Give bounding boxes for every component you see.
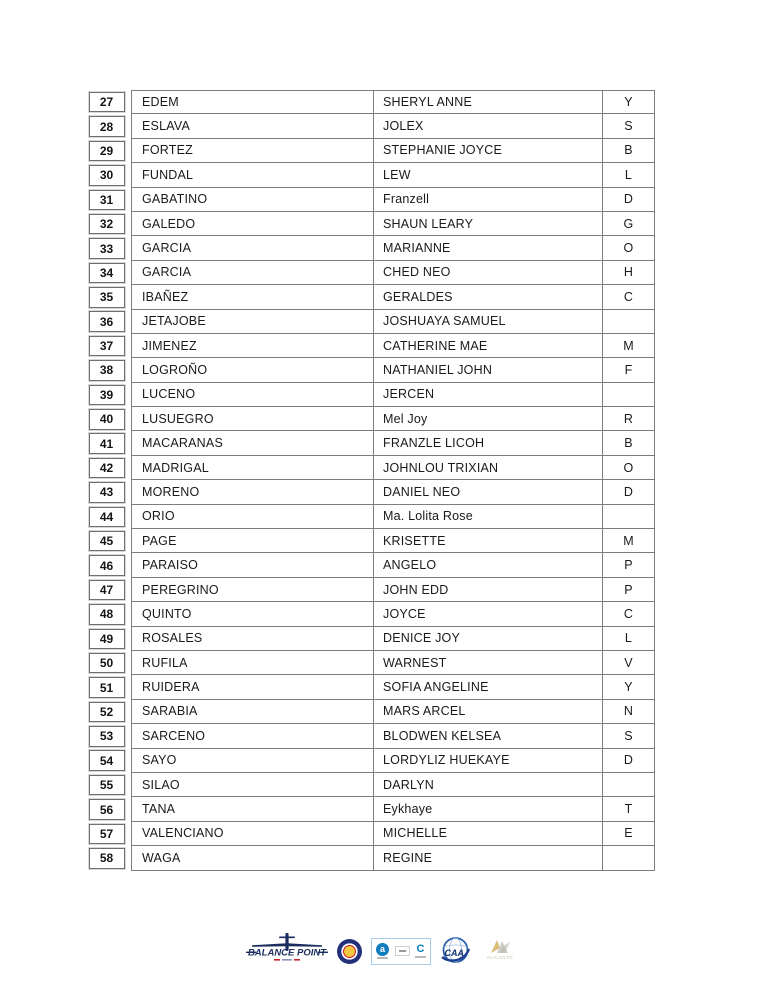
row-number-slot (88, 163, 125, 187)
first-name-cell: JOHNLOU TRIXIAN (374, 456, 603, 480)
table-row (88, 310, 655, 334)
row-number: 35 (89, 287, 125, 308)
first-name-cell: MARIANNE (374, 236, 603, 260)
row-number: 28 (89, 116, 125, 137)
table-row (88, 163, 655, 187)
middle-initial-cell: O (603, 236, 655, 260)
last-name-cell: VALENCIANO (131, 822, 374, 846)
footer-logos (246, 929, 520, 973)
first-name-cell: Mel Joy (374, 407, 603, 431)
row-number-slot (88, 431, 125, 455)
first-name-cell: DENICE JOY (374, 627, 603, 651)
middle-initial-cell: B (603, 431, 655, 455)
last-name-cell: GABATINO (131, 188, 374, 212)
last-name-cell: SARCENO (131, 724, 374, 748)
cert-right-mark-icon: C (416, 943, 425, 955)
row-number-slot (88, 822, 125, 846)
row-number-slot (88, 846, 125, 870)
middle-initial-cell: M (603, 529, 655, 553)
table-row (88, 383, 655, 407)
table-row (88, 456, 655, 480)
row-number: 56 (89, 799, 125, 820)
last-name-cell: PAGE (131, 529, 374, 553)
last-name-cell: EDEM (131, 90, 374, 114)
table-row (88, 334, 655, 358)
first-name-cell: STEPHANIE JOYCE (374, 139, 603, 163)
first-name-cell: JOYCE (374, 602, 603, 626)
first-name-cell: Eykhaye (374, 797, 603, 821)
first-name-cell: SHAUN LEARY (374, 212, 603, 236)
row-number-slot (88, 749, 125, 773)
row-number: 37 (89, 336, 125, 357)
table-row (88, 553, 655, 577)
last-name-cell: GARCIA (131, 236, 374, 260)
row-number: 43 (89, 482, 125, 503)
middle-initial-cell: Y (603, 675, 655, 699)
row-number: 42 (89, 458, 125, 479)
last-name-cell: QUINTO (131, 602, 374, 626)
table-row (88, 651, 655, 675)
cert-right-caption (415, 956, 426, 958)
row-number: 34 (89, 263, 125, 284)
row-number-slot (88, 358, 125, 382)
table-row (88, 675, 655, 699)
row-number-slot (88, 407, 125, 431)
last-name-cell: MADRIGAL (131, 456, 374, 480)
table-row (88, 285, 655, 309)
middle-initial-cell: B (603, 139, 655, 163)
last-name-cell: JIMENEZ (131, 334, 374, 358)
row-number-slot (88, 773, 125, 797)
row-number: 38 (89, 360, 125, 381)
cert-middle-box-icon (395, 946, 410, 956)
middle-initial-cell: L (603, 163, 655, 187)
table-row (88, 114, 655, 138)
row-number-slot (88, 188, 125, 212)
row-number: 49 (89, 629, 125, 650)
last-name-cell: MORENO (131, 480, 374, 504)
first-name-cell: ANGELO (374, 553, 603, 577)
last-name-cell: TANA (131, 797, 374, 821)
last-name-cell: ORIO (131, 505, 374, 529)
table-row (88, 773, 655, 797)
row-number-slot (88, 529, 125, 553)
middle-initial-cell: E (603, 822, 655, 846)
first-name-cell: CATHERINE MAE (374, 334, 603, 358)
row-number-slot (88, 700, 125, 724)
row-number: 32 (89, 214, 125, 235)
first-name-cell: KRISETTE (374, 529, 603, 553)
middle-initial-cell: G (603, 212, 655, 236)
table-row (88, 724, 655, 748)
last-name-cell: GALEDO (131, 212, 374, 236)
row-number: 55 (89, 775, 125, 796)
first-name-cell: JERCEN (374, 383, 603, 407)
table-row (88, 529, 655, 553)
row-number: 33 (89, 238, 125, 259)
middle-initial-cell (603, 505, 655, 529)
middle-initial-cell: H (603, 261, 655, 285)
row-number: 50 (89, 653, 125, 674)
caa-label: CAA (444, 947, 464, 958)
first-name-cell: JOHN EDD (374, 578, 603, 602)
first-name-cell: LORDYLIZ HUEKAYE (374, 749, 603, 773)
row-number: 52 (89, 702, 125, 723)
balance-point-label: BALANCE POINT (247, 947, 327, 959)
table-row (88, 700, 655, 724)
row-number-slot (88, 675, 125, 699)
first-name-cell: SHERYL ANNE (374, 90, 603, 114)
row-number-slot (88, 383, 125, 407)
row-number: 41 (89, 433, 125, 454)
first-name-cell: REGINE (374, 846, 603, 870)
row-number: 45 (89, 531, 125, 552)
middle-initial-cell: C (603, 602, 655, 626)
table-row (88, 212, 655, 236)
row-number-slot (88, 578, 125, 602)
row-number: 30 (89, 165, 125, 186)
middle-initial-cell: S (603, 724, 655, 748)
first-name-cell: Franzell (374, 188, 603, 212)
table-row (88, 90, 655, 114)
last-name-cell: LUSUEGRO (131, 407, 374, 431)
row-number: 47 (89, 580, 125, 601)
last-name-cell: IBAÑEZ (131, 285, 374, 309)
row-number-slot (88, 724, 125, 748)
row-number: 39 (89, 385, 125, 406)
roster-table (88, 90, 655, 871)
last-name-cell: FORTEZ (131, 139, 374, 163)
row-number-slot (88, 114, 125, 138)
table-row (88, 846, 655, 870)
last-name-cell: JETAJOBE (131, 310, 374, 334)
first-name-cell: Ma. Lolita Rose (374, 505, 603, 529)
row-number-slot (88, 285, 125, 309)
table-row (88, 261, 655, 285)
last-name-cell: ROSALES (131, 627, 374, 651)
row-number-slot (88, 310, 125, 334)
row-number: 29 (89, 141, 125, 162)
first-name-cell: BLODWEN KELSEA (374, 724, 603, 748)
middle-initial-cell: D (603, 480, 655, 504)
middle-initial-cell (603, 310, 655, 334)
row-number-slot (88, 261, 125, 285)
table-row (88, 358, 655, 382)
row-number-slot (88, 212, 125, 236)
middle-initial-cell: T (603, 797, 655, 821)
row-number: 31 (89, 190, 125, 211)
row-number: 27 (89, 92, 125, 113)
last-name-cell: LUCENO (131, 383, 374, 407)
row-number-slot (88, 236, 125, 260)
middle-initial-cell (603, 383, 655, 407)
last-name-cell: LOGROÑO (131, 358, 374, 382)
cert-left-caption (377, 957, 388, 959)
middle-initial-cell: O (603, 456, 655, 480)
first-name-cell: JOSHUAYA SAMUEL (374, 310, 603, 334)
middle-initial-cell (603, 846, 655, 870)
row-number-slot (88, 480, 125, 504)
row-number-slot (88, 627, 125, 651)
table-row (88, 749, 655, 773)
middle-initial-cell: F (603, 358, 655, 382)
middle-initial-cell: L (603, 627, 655, 651)
first-name-cell: MARS ARCEL (374, 700, 603, 724)
row-number-slot (88, 334, 125, 358)
middle-initial-cell: R (603, 407, 655, 431)
government-seal-icon (337, 939, 362, 964)
first-name-cell: WARNEST (374, 651, 603, 675)
last-name-cell: SAYO (131, 749, 374, 773)
table-row (88, 188, 655, 212)
row-number: 58 (89, 848, 125, 869)
middle-initial-cell: S (603, 114, 655, 138)
table-row (88, 627, 655, 651)
first-name-cell: FRANZLE LICOH (374, 431, 603, 455)
row-number: 40 (89, 409, 125, 430)
table-row (88, 578, 655, 602)
row-number: 57 (89, 824, 125, 845)
last-name-cell: RUIDERA (131, 675, 374, 699)
cert-left-mark-icon: a (376, 943, 389, 956)
alicanto-label: ALICANTO (486, 955, 514, 960)
middle-initial-cell: D (603, 749, 655, 773)
first-name-cell: SOFIA ANGELINE (374, 675, 603, 699)
row-number-slot (88, 505, 125, 529)
middle-initial-cell: P (603, 553, 655, 577)
balance-point-logo-icon (246, 930, 328, 972)
caa-globe-logo-icon (440, 936, 471, 967)
last-name-cell: SARABIA (131, 700, 374, 724)
first-name-cell: CHED NEO (374, 261, 603, 285)
middle-initial-cell (603, 773, 655, 797)
table-row (88, 431, 655, 455)
row-number: 46 (89, 555, 125, 576)
last-name-cell: MACARANAS (131, 431, 374, 455)
row-number-slot (88, 553, 125, 577)
last-name-cell: GARCIA (131, 261, 374, 285)
first-name-cell: NATHANIEL JOHN (374, 358, 603, 382)
row-number-slot (88, 602, 125, 626)
table-row (88, 236, 655, 260)
first-name-cell: DANIEL NEO (374, 480, 603, 504)
last-name-cell: WAGA (131, 846, 374, 870)
row-number: 44 (89, 507, 125, 528)
certification-badge-icon (371, 938, 431, 965)
alicanto-emblem (480, 938, 520, 964)
middle-initial-cell: P (603, 578, 655, 602)
table-row (88, 505, 655, 529)
middle-initial-cell: M (603, 334, 655, 358)
table-row (88, 602, 655, 626)
table-row (88, 407, 655, 431)
row-number-slot (88, 797, 125, 821)
first-name-cell: GERALDES (374, 285, 603, 309)
row-number: 51 (89, 677, 125, 698)
row-number: 48 (89, 604, 125, 625)
first-name-cell: JOLEX (374, 114, 603, 138)
table-row (88, 797, 655, 821)
row-number: 54 (89, 750, 125, 771)
table-row (88, 480, 655, 504)
middle-initial-cell: D (603, 188, 655, 212)
balance-point-tagline-marks (274, 959, 300, 961)
middle-initial-cell: N (603, 700, 655, 724)
last-name-cell: FUNDAL (131, 163, 374, 187)
row-number-slot (88, 651, 125, 675)
last-name-cell: SILAO (131, 773, 374, 797)
row-number-slot (88, 456, 125, 480)
row-number: 36 (89, 311, 125, 332)
row-number: 53 (89, 726, 125, 747)
middle-initial-cell: Y (603, 90, 655, 114)
alicanto-bird-icon (489, 938, 511, 955)
last-name-cell: RUFILA (131, 651, 374, 675)
last-name-cell: PARAISO (131, 553, 374, 577)
row-number-slot (88, 90, 125, 114)
first-name-cell: DARLYN (374, 773, 603, 797)
row-number-slot (88, 139, 125, 163)
last-name-cell: PEREGRINO (131, 578, 374, 602)
last-name-cell: ESLAVA (131, 114, 374, 138)
first-name-cell: LEW (374, 163, 603, 187)
middle-initial-cell: V (603, 651, 655, 675)
table-row (88, 139, 655, 163)
table-row (88, 822, 655, 846)
middle-initial-cell: C (603, 285, 655, 309)
first-name-cell: MICHELLE (374, 822, 603, 846)
